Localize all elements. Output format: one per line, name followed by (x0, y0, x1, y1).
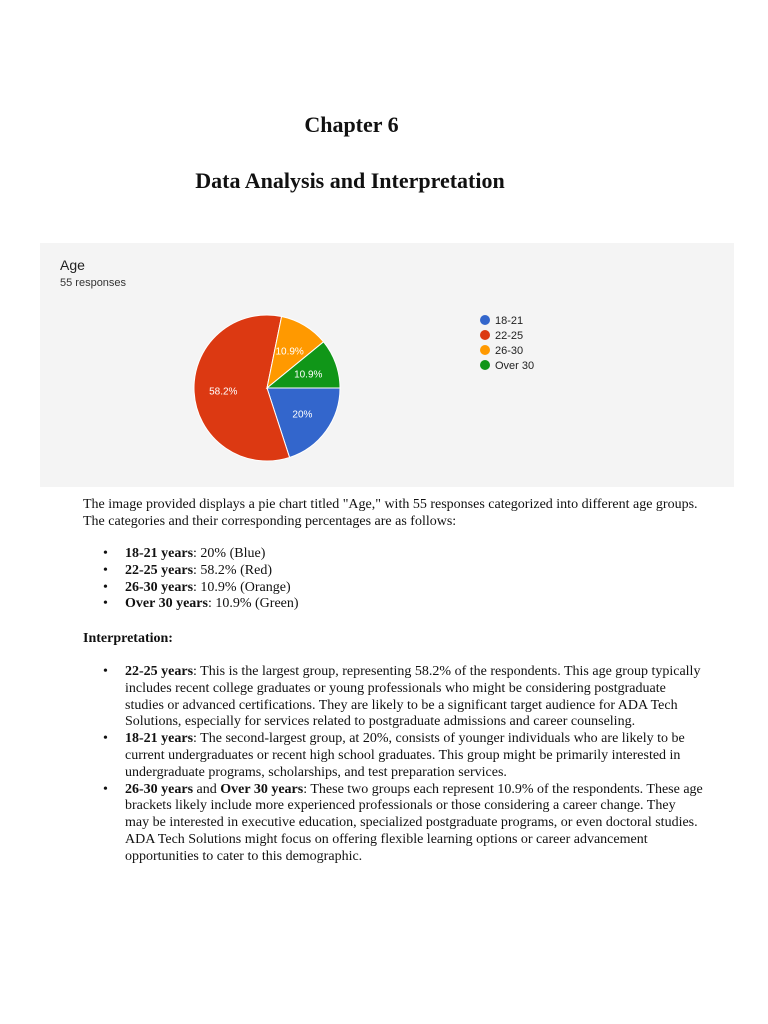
pie-chart-canvas (40, 243, 734, 487)
pie-data-label: 10.9% (275, 346, 304, 358)
item-text: : 20% (Blue) (193, 546, 266, 561)
item-label: 26-30 years (125, 579, 194, 595)
legend-label: Over 30 (495, 360, 535, 372)
chart-subtitle: 55 responses (60, 277, 127, 289)
item-label: 22-25 years (125, 562, 194, 578)
pie-data-label: 10.9% (294, 369, 323, 381)
interpretation-list (83, 664, 703, 866)
item-text: : This is the largest group, representing 58.2% of the respondents. This age group typically includes recent college graduates or young professionals who might be considering postgraduate studies or advanced certifications. They are likely to be a significant target audience for ADA Tech Solutions, especially for services related to postgraduate admissions and career counseling. (125, 664, 701, 730)
item-text: : The second-largest group, at 20%, consists of younger individuals who are likely to be current undergraduates or recent high school graduates. This group might be primarily interested in undergraduate programs, scholarships, and test preparation services. (125, 731, 685, 780)
list-item (83, 731, 703, 781)
item-label: 18-21 years (125, 546, 194, 561)
legend-swatch (480, 360, 490, 370)
item-text: : 10.9% (Orange) (193, 579, 291, 595)
item-label: 18-21 years (125, 731, 194, 747)
item-label-2: Over 30 years (220, 781, 304, 797)
legend-swatch (480, 315, 490, 325)
item-text: : 58.2% (Red) (193, 562, 272, 578)
intro-paragraph (83, 497, 703, 531)
item-label: Over 30 years (125, 596, 208, 612)
item-text: : 10.9% (Green) (207, 596, 299, 612)
list-item (83, 580, 703, 597)
pie-data-label: 58.2% (209, 386, 238, 398)
age-pie-chart (40, 243, 734, 487)
chapter-title: Chapter 6 (304, 112, 399, 137)
age-breakdown-list (83, 546, 703, 613)
item-connector: and (193, 781, 221, 797)
legend-swatch (480, 345, 490, 355)
legend-label: 22-25 (495, 330, 524, 342)
interpretation-heading: Interpretation: (83, 631, 173, 646)
list-item (83, 563, 703, 580)
section-title: Data Analysis and Interpretation (195, 168, 505, 193)
list-item (83, 546, 703, 563)
list-item (83, 664, 703, 731)
intro-text: The image provided displays a pie chart titled "Age," with 55 responses categorized into different age groups. The categories and their corresponding percentages are as follows: (83, 497, 698, 529)
legend-label: 18-21 (495, 315, 524, 327)
legend-label: 26-30 (495, 345, 524, 357)
item-label: 22-25 years (125, 664, 194, 679)
item-label: 26-30 years (125, 781, 194, 797)
list-item (83, 782, 703, 866)
list-item (83, 596, 703, 613)
chart-title: Age (60, 257, 85, 273)
legend-swatch (480, 330, 490, 340)
item-text: : These two groups each represent 10.9% of the respondents. These age brackets likely include more experienced professionals or those considering a career change. They may be interested in executive education, specialized postgraduate programs, or even doctoral studies. ADA Tech Solutions might focus on offering flexible learning options or career advancement opportunities to cater to this demographic. (125, 781, 703, 864)
pie-data-label: 20% (292, 409, 313, 421)
